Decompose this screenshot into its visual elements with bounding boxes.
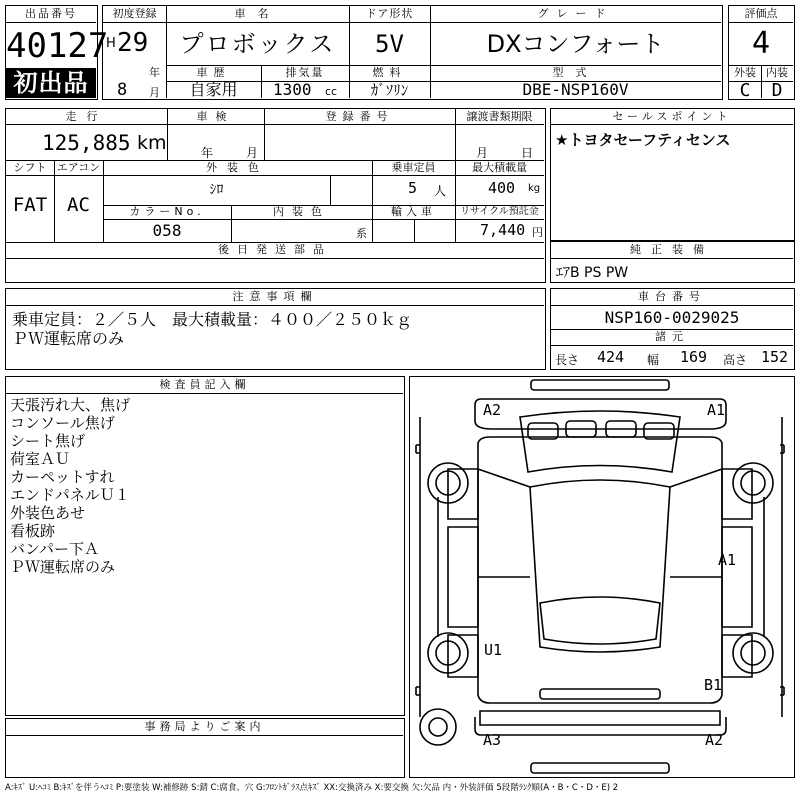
ac: AC xyxy=(67,194,90,216)
capacity: 5 xyxy=(408,179,418,197)
grade-label: グレード xyxy=(537,7,614,20)
inspection-month-unit: 月 xyxy=(246,146,259,160)
selling-points-text: ★トヨタセーフティセンス xyxy=(555,131,731,149)
model-code: DBE-NSP160V xyxy=(522,80,629,99)
exterior-grade: C xyxy=(739,80,751,101)
inspector-line: シート焦げ xyxy=(10,432,86,450)
lot-number-box xyxy=(5,5,109,100)
displacement-label: 排気量 xyxy=(285,66,325,79)
inspector-line: エンドパネルＵ１ xyxy=(10,486,130,504)
selling-points-label: セールスポイント xyxy=(612,110,732,123)
recycle-fee-label: リサイクル預託金 xyxy=(460,206,539,217)
capacity-label: 乗車定員 xyxy=(391,161,436,174)
car-name: プロボックス xyxy=(179,30,336,58)
interior-grade: D xyxy=(771,80,783,101)
vehicle-header-box xyxy=(102,5,723,100)
office-label: 事務局よりご案内 xyxy=(144,720,265,733)
interior-color-unit: 系 xyxy=(356,227,367,240)
recycle-fee-unit: 円 xyxy=(532,226,543,239)
damage-map xyxy=(409,376,795,778)
later-parts-label: 後日発送部品 xyxy=(218,243,332,256)
equipment-label: 純正装備 xyxy=(630,243,714,256)
height: 152 xyxy=(761,348,789,366)
inspector-box xyxy=(5,376,405,716)
car-diagram xyxy=(410,377,793,776)
exterior-grade-label: 外装 xyxy=(734,66,756,79)
reg-year: 29 xyxy=(117,28,149,58)
spec-table xyxy=(5,108,546,283)
door-label: ドア形状 xyxy=(365,7,414,20)
lot-number-label: 出品番号 xyxy=(25,7,77,20)
transfer-day-unit: 日 xyxy=(521,146,534,160)
selling-points-box xyxy=(550,108,795,241)
max-load-unit: kg xyxy=(528,183,541,194)
inspector-line: バンパー下Ａ xyxy=(10,540,99,558)
reg-month: 8 xyxy=(117,80,128,100)
first-listing-badge: 初出品 xyxy=(6,68,96,98)
reg-number-label: 登録番号 xyxy=(325,110,394,123)
inspector-line: 外装色あせ xyxy=(10,504,86,522)
fuel: ｶﾞｿﾘﾝ xyxy=(370,81,409,99)
width: 169 xyxy=(680,348,708,366)
notes-line-1: 乗車定員：２／５人 最大積載量：４００／２５０ｋｇ xyxy=(12,310,413,329)
max-load-label: 最大積載量 xyxy=(472,161,527,174)
inspector-line: 天張汚れ大、焦げ xyxy=(10,396,131,414)
office-box xyxy=(5,718,405,778)
model-code-label: 型式 xyxy=(552,66,599,79)
exterior-color-label: 外装色 xyxy=(206,161,269,174)
damage-mark-left-rear: U1 xyxy=(484,641,503,659)
lot-number: 40127 xyxy=(6,26,109,66)
displacement-unit: cc xyxy=(325,85,338,98)
door-type: 5V xyxy=(375,30,404,58)
damage-mark-front-right: A1 xyxy=(707,401,726,419)
equipment-text: ｴｱB PS PW xyxy=(556,265,629,281)
damage-mark-right-rear: B1 xyxy=(704,676,723,694)
car-name-label: 車名 xyxy=(234,7,281,20)
mileage: 125,885 xyxy=(42,131,131,155)
damage-mark-rear-left: A3 xyxy=(483,731,502,749)
shift: FAT xyxy=(12,194,48,216)
color-no: 058 xyxy=(152,221,182,240)
length: 424 xyxy=(597,348,625,366)
length-label: 長さ xyxy=(555,353,580,367)
mileage-unit: km xyxy=(137,132,167,154)
chassis-box xyxy=(550,288,795,370)
transfer-docs-label: 譲渡書類期限 xyxy=(466,110,533,123)
mileage-label: 走行 xyxy=(65,110,108,123)
notes-box xyxy=(5,288,546,370)
notes-label: 注意事項欄 xyxy=(232,290,318,303)
first-reg-label: 初度登録 xyxy=(112,7,157,20)
interior-color-label: 内装色 xyxy=(273,205,330,218)
equipment-box xyxy=(550,241,795,283)
ac-label: エアコン xyxy=(56,161,101,174)
reg-month-unit: 月 xyxy=(149,86,160,99)
notes-line-2: ＰＷ運転席のみ xyxy=(12,329,125,348)
max-load: 400 xyxy=(488,179,516,197)
dims-label: 諸元 xyxy=(655,330,689,343)
interior-grade-label: 内装 xyxy=(766,66,788,79)
damage-mark-front-left: A2 xyxy=(483,401,502,419)
shift-label: シフト xyxy=(13,161,47,174)
height-label: 高さ xyxy=(723,353,748,367)
width-label: 幅 xyxy=(647,353,660,367)
history: 自家用 xyxy=(189,80,238,99)
exterior-color: ｼﾛ xyxy=(209,182,224,198)
chassis-label: 車台番号 xyxy=(638,290,706,303)
damage-mark-right-side: A1 xyxy=(718,551,737,569)
score-label: 評価点 xyxy=(744,7,778,20)
color-no-label: カラーNo. xyxy=(129,205,205,218)
grade: DXコンフォート xyxy=(486,30,665,58)
capacity-unit: 人 xyxy=(434,184,447,198)
inspector-label: 検査員記入欄 xyxy=(159,378,250,391)
import-label: 輸入車 xyxy=(391,205,436,218)
inspector-line: カーペットすれ xyxy=(10,468,115,486)
inspector-line: 看板跡 xyxy=(10,522,56,540)
reg-year-unit: 年 xyxy=(149,66,160,79)
legend: A:ｷｽﾞ U:ﾍｺﾐ B:ｷｽﾞを伴うﾍｺﾐ P:要塗装 W:補修跡 S:錆 C:腐食、穴 G:ﾌﾛﾝﾄｶﾞﾗｽ点ｷｽﾞ XX:交換済み X:要交換 欠:欠品 内・外装評価 5段階ﾗﾝｸ順(A・B・C・D・E) 2 xyxy=(5,783,619,793)
inspector-line: コンソール焦げ xyxy=(10,414,115,432)
score: 4 xyxy=(751,26,771,61)
history-label: 車歴 xyxy=(196,66,231,79)
score-box xyxy=(728,5,795,100)
inspection-label: 車検 xyxy=(196,110,235,123)
inspector-line: 荷室ＡＵ xyxy=(10,450,71,468)
recycle-fee: 7,440 xyxy=(480,221,526,239)
displacement: 1300 xyxy=(273,80,312,99)
transfer-month-unit: 月 xyxy=(476,146,489,160)
inspector-line: ＰＷ運転席のみ xyxy=(10,558,116,576)
era: H xyxy=(106,36,116,51)
inspection-year-unit: 年 xyxy=(201,146,214,160)
fuel-label: 燃料 xyxy=(372,66,407,79)
damage-mark-rear-right: A2 xyxy=(705,731,724,749)
chassis-number: NSP160-0029025 xyxy=(604,308,740,327)
